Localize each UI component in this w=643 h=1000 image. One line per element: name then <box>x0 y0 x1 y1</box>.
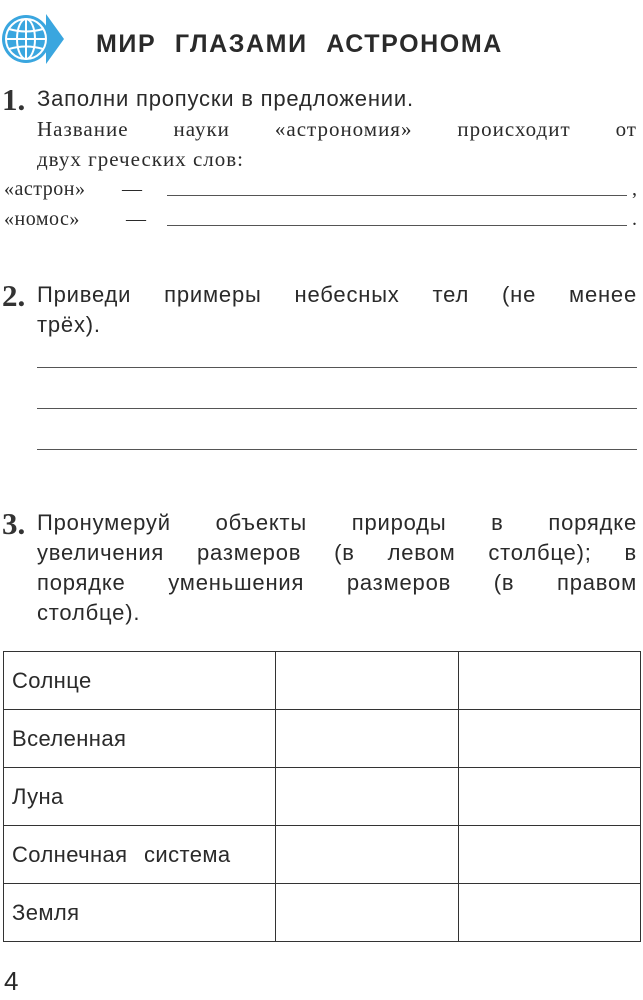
answer-blank[interactable] <box>167 225 627 226</box>
fill-dash: — <box>126 208 146 230</box>
increase-order-cell[interactable] <box>276 826 459 884</box>
object-name-cell: Вселенная <box>4 710 276 768</box>
answer-line[interactable] <box>37 408 637 409</box>
increase-order-cell[interactable] <box>276 710 459 768</box>
decrease-order-cell[interactable] <box>459 826 641 884</box>
task-3-text-line: увеличения размеров (в левом столбце); в <box>37 540 637 565</box>
task-2-text-line: трёх). <box>37 312 101 337</box>
task-2 <box>0 278 643 468</box>
decrease-order-cell[interactable] <box>459 768 641 826</box>
fill-word: «номос» <box>4 208 80 230</box>
task-1-instruction: Заполни пропуски в предложении. <box>37 86 414 111</box>
object-name-cell: Земля <box>4 884 276 942</box>
page-header <box>0 8 643 70</box>
task-3-text-line: Пронумеруй объекты природы в порядке <box>37 510 637 535</box>
increase-order-cell[interactable] <box>276 768 459 826</box>
task-number: 2. <box>2 278 26 313</box>
fill-word: «астрон» <box>4 178 86 200</box>
globe-icon <box>0 10 70 68</box>
objects-table <box>3 651 641 942</box>
task-3-text-line: столбце). <box>37 600 141 625</box>
table-row <box>4 884 641 942</box>
task-number: 3. <box>2 506 26 541</box>
fill-dash: — <box>122 178 142 200</box>
table-row <box>4 710 641 768</box>
increase-order-cell[interactable] <box>276 652 459 710</box>
answer-line[interactable] <box>37 449 637 450</box>
decrease-order-cell[interactable] <box>459 884 641 942</box>
object-name-cell: Луна <box>4 768 276 826</box>
table-row <box>4 768 641 826</box>
answer-blank[interactable] <box>167 195 627 196</box>
fill-punctuation: , <box>632 178 637 200</box>
fill-row-nomos <box>4 204 640 234</box>
object-name-cell: Солнечная система <box>4 826 276 884</box>
page-title: МИР ГЛАЗАМИ АСТРОНОМА <box>96 30 503 58</box>
decrease-order-cell[interactable] <box>459 710 641 768</box>
object-name-cell: Солнце <box>4 652 276 710</box>
page-number: 4 <box>4 966 19 996</box>
task-1-text-line: двух греческих слов: <box>37 147 245 171</box>
table-row <box>4 652 641 710</box>
decrease-order-cell[interactable] <box>459 652 641 710</box>
task-number: 1. <box>2 82 26 117</box>
table-row <box>4 826 641 884</box>
task-1-text-line: Название науки «астрономия» происходит от <box>37 117 637 141</box>
fill-row-astron <box>4 174 640 204</box>
task-2-text-line: Приведи примеры небесных тел (не менее <box>37 282 637 307</box>
task-1 <box>0 82 643 242</box>
fill-punctuation: . <box>632 208 637 230</box>
task-3-text-line: порядке уменьшения размеров (в правом <box>37 570 637 595</box>
increase-order-cell[interactable] <box>276 884 459 942</box>
task-3 <box>0 506 643 636</box>
answer-line[interactable] <box>37 367 637 368</box>
